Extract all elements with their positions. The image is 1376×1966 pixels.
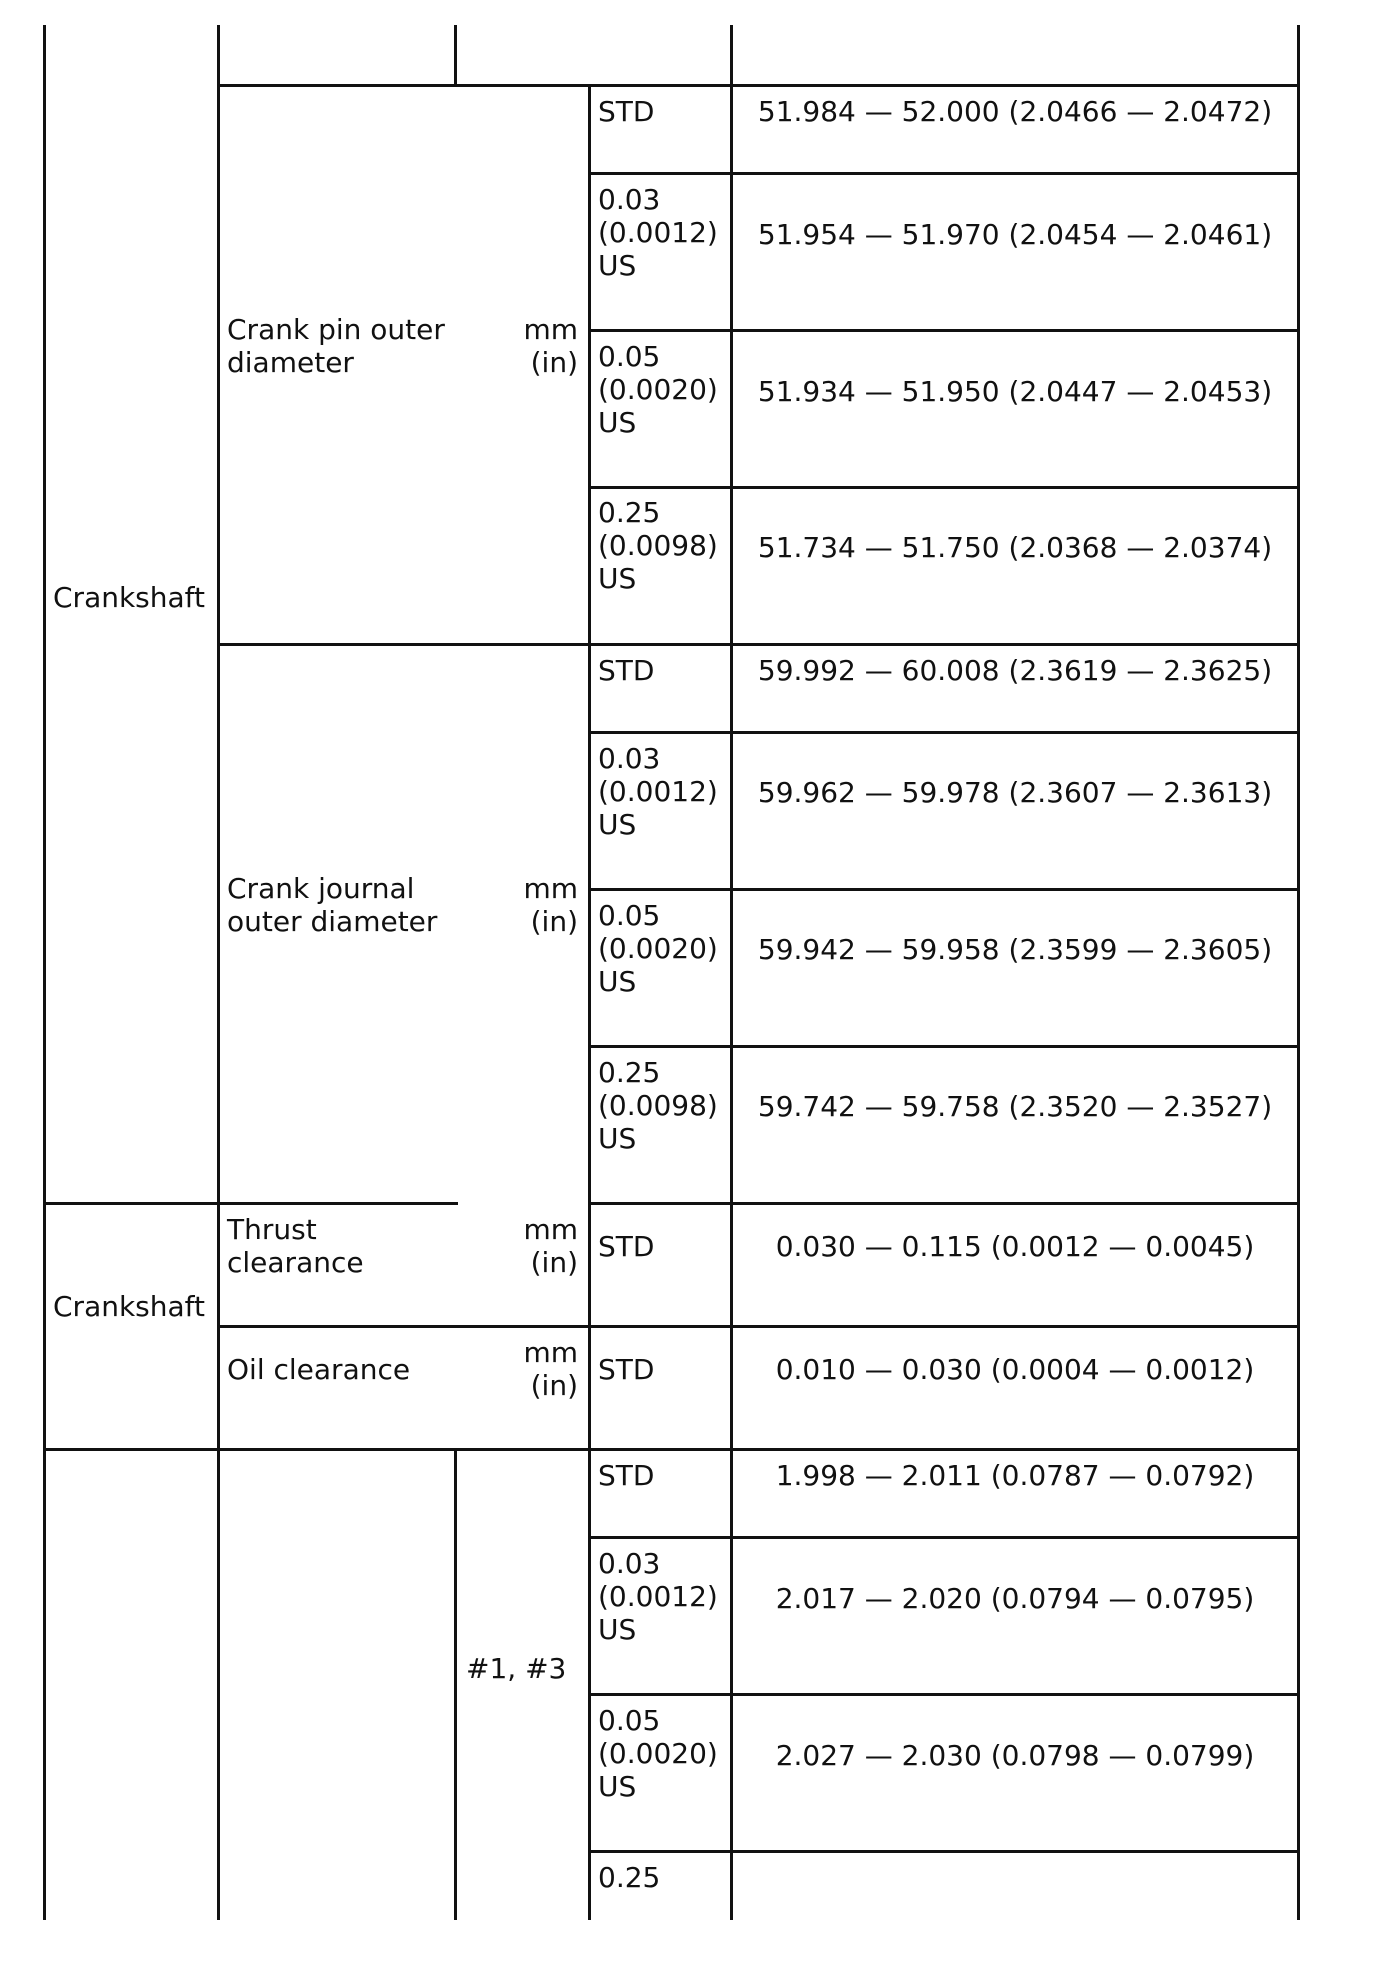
spec-value: 1.998 — 2.011 (0.0787 — 0.0792) [775, 1459, 1255, 1492]
spec-value: 51.954 — 51.970 (2.0454 — 2.0461) [757, 218, 1273, 251]
spec-value: 2.017 — 2.020 (0.0794 — 0.0795) [775, 1582, 1255, 1615]
rule [588, 1693, 1300, 1696]
grade-label: STD [598, 95, 655, 128]
border-left [43, 25, 46, 1920]
rule [217, 1325, 1300, 1328]
unit-label: mm (in) [523, 313, 578, 379]
rule [588, 731, 1300, 734]
rule [588, 1536, 1300, 1539]
border-col2 [217, 25, 220, 1920]
spec-value: 51.934 — 51.950 (2.0447 — 2.0453) [757, 375, 1273, 408]
rule [43, 1448, 1300, 1451]
rule [43, 1202, 458, 1205]
rule [588, 329, 1300, 332]
rule [588, 486, 1300, 489]
grade-label: 0.05 (0.0020) US [598, 1704, 718, 1803]
rule [217, 643, 1300, 646]
spec-value: 59.742 — 59.758 (2.3520 — 2.3527) [757, 1090, 1273, 1123]
grade-label: STD [598, 1230, 655, 1263]
item-label: Thrust clearance [227, 1213, 364, 1279]
rule [588, 1202, 1300, 1205]
grade-label: STD [598, 654, 655, 687]
spec-value: 0.030 — 0.115 (0.0012 — 0.0045) [775, 1230, 1255, 1263]
border-col4 [588, 85, 591, 1920]
unit-label: mm (in) [523, 1336, 578, 1402]
grade-label: 0.25 (0.0098) US [598, 1056, 718, 1155]
grade-label: 0.03 (0.0012) US [598, 742, 718, 841]
spec-value: 0.010 — 0.030 (0.0004 — 0.0012) [775, 1353, 1255, 1386]
spec-value: 2.027 — 2.030 (0.0798 — 0.0799) [775, 1739, 1255, 1772]
item-label: Oil clearance [227, 1353, 411, 1386]
spec-value: 51.734 — 51.750 (2.0368 — 2.0374) [757, 531, 1273, 564]
border-col5 [730, 25, 733, 1920]
spec-value: 51.984 — 52.000 (2.0466 — 2.0472) [757, 95, 1273, 128]
grade-label: 0.05 (0.0020) US [598, 340, 718, 439]
unit-label: mm (in) [523, 1213, 578, 1279]
grade-label: 0.05 (0.0020) US [598, 899, 718, 998]
rule [217, 84, 1300, 87]
grade-label: 0.03 (0.0012) US [598, 183, 718, 282]
rule [588, 172, 1300, 175]
group-label: Crankshaft [53, 581, 206, 614]
rule [588, 1045, 1300, 1048]
border-col3-top [454, 25, 457, 85]
position-label: #1, #3 [466, 1652, 567, 1685]
item-label: Crank journal outer diameter [227, 872, 438, 938]
grade-label: STD [598, 1353, 655, 1386]
spec-value: 59.962 — 59.978 (2.3607 — 2.3613) [757, 776, 1273, 809]
group-label: Crankshaft [53, 1290, 206, 1323]
spec-value: 59.992 — 60.008 (2.3619 — 2.3625) [757, 654, 1273, 687]
spec-value: 59.942 — 59.958 (2.3599 — 2.3605) [757, 933, 1273, 966]
grade-label: 0.25 (0.0098) US [598, 496, 718, 595]
border-right [1297, 25, 1300, 1920]
item-label: Crank pin outer diameter [227, 313, 445, 379]
border-col3-bottom [454, 1450, 457, 1920]
rule [588, 1850, 1300, 1853]
grade-label: 0.03 (0.0012) US [598, 1547, 718, 1646]
rule [588, 888, 1300, 891]
grade-label: 0.25 [598, 1861, 661, 1894]
grade-label: STD [598, 1459, 655, 1492]
unit-label: mm (in) [523, 872, 578, 938]
